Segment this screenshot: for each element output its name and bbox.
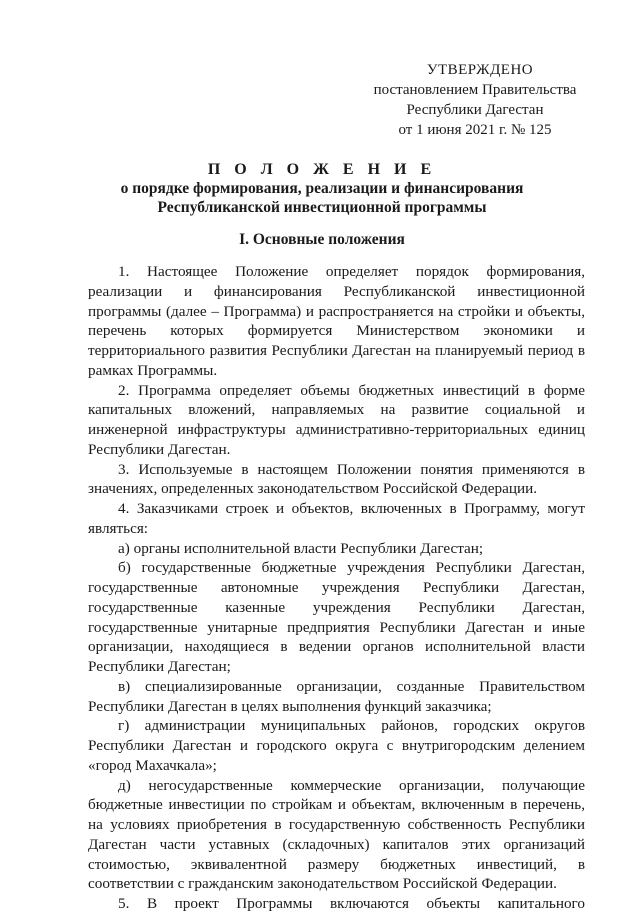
approval-block: [360, 60, 590, 140]
paragraph-5: 5. В проект Программы включаются объекты капитального: [118, 895, 585, 912]
approval-stamp: УТВЕРЖДЕНО: [426, 62, 534, 78]
paragraph-4c: в) специализированные организации, созданные Правительством Республики Дагестан в целях выполнения функций заказчика;: [88, 677, 585, 715]
paragraph-4e: д) негосударственные коммерческие организации, получающие бюджетные инвестиции по стройкам и объектам, включенным в перечень, на условиях приобретения в государственную собственность Республики Дагестан части уставных (складочных) капиталов этих организаций стоимостью, эквивалентной размеру бюджетных инвестиций, в соответствии с гражданским законодательством Российской Федерации.: [88, 776, 585, 893]
section-heading: I. Основные положения: [239, 231, 405, 248]
paragraph-1: 1. Настоящее Положение определяет порядок формирования, реализации и финансирования Республиканской инвестиционной программы (далее – Программа) и распространяется на стройки и объекты, перечень которых формируется Министерством экономики и территориального развития Республики Дагестан на планируемый период в рамках Программы.: [88, 263, 585, 379]
paragraph-2: 2. Программа определяет объемы бюджетных инвестиций в форме капитальных вложений, направляемых на развитие социальной и инженерной инфраструктуры административно-территориальных единиц Республики Дагестан.: [88, 381, 585, 458]
paragraph-4a: а) органы исполнительной власти Республики Дагестан;: [118, 539, 484, 557]
paragraph-3: 3. Используемые в настоящем Положении понятия применяются в значениях, определенных законодательством Российской Федерации.: [88, 460, 585, 498]
approval-line-3: от 1 июня 2021 г. № 125: [398, 122, 552, 138]
document-body: [88, 262, 585, 914]
paragraph-4d: г) администрации муниципальных районов, городских округов Республики Дагестан и городского округа с внутригородским делением «город Махачкала»;: [88, 717, 585, 774]
title-line-2: Республиканской инвестиционной программы: [157, 199, 487, 216]
title-line-1: о порядке формирования, реализации и финансирования: [120, 180, 524, 197]
document-title: [60, 160, 584, 217]
approval-line-1: постановлением Правительства: [373, 82, 577, 98]
title-heading: П О Л О Ж Е Н И Е: [207, 161, 437, 178]
approval-line-2: Республики Дагестан: [406, 102, 544, 118]
paragraph-4b: б) государственные бюджетные учреждения Республики Дагестан, государственные автономные учреждения Республики Дагестан, государственные казенные учреждения Республики Дагестан, государственные унитарные предприятия Республики Дагестан и иные организации, находящиеся в ведении органов исполнительной власти Республики Дагестан;: [88, 559, 585, 675]
paragraph-4: 4. Заказчиками строек и объектов, включенных в Программу, могут являться:: [88, 500, 585, 537]
